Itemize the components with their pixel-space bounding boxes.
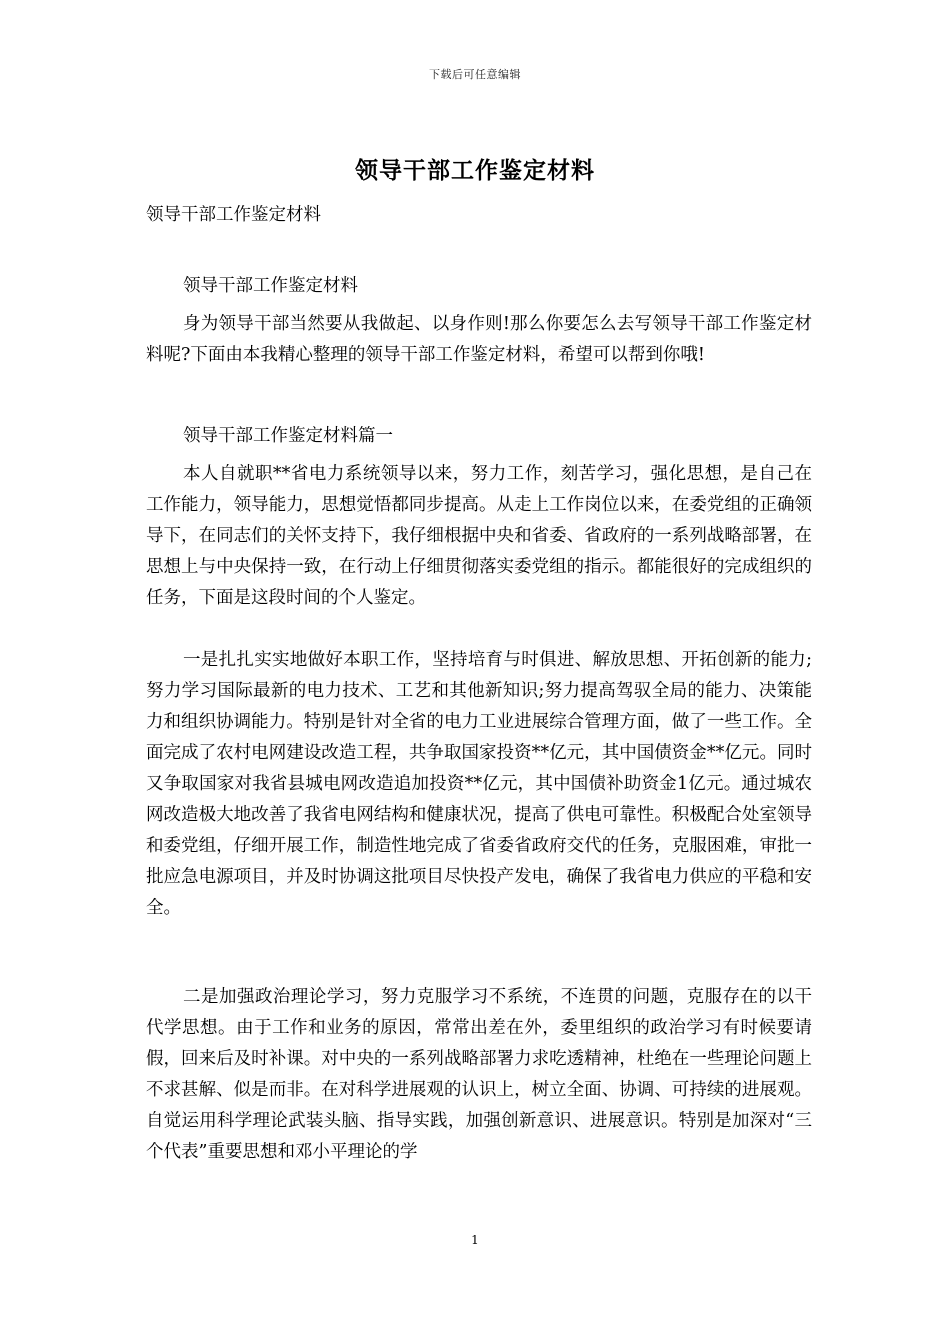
paragraph-2: 一是扎扎实实地做好本职工作，坚持培育与时俱进、解放思想、开拓创新的能力;努力学习国际最新的电力技术、工艺和其他新知识;努力提高驾驭全局的能力、决策能力和组织协调能力。特别是针对全省的电力工业进展综合管理方面，做了一些工作。全面完成了农村电网建设改造工程，共争取国家投资**亿元，其中国债资金**亿元。同时又争取国家对我省县城电网改造追加投资**亿元，其中国债补助资金1亿元。通过城农网改造极大地改善了我省电网结构和健康状况，提高了供电可靠性。积极配合处室领导和委党组，仔细开展工作，制造性地完成了省委省政府交代的任务，克服困难，审批一批应急电源项目，并及时协调这批项目尽快投产发电，确保了我省电力供应的平稳和安全。: [146, 650, 812, 918]
document-subtitle: 领导干部工作鉴定材料: [146, 205, 321, 225]
intro-paragraph: 身为领导干部当然要从我做起、以身作则!那么你要怎么去写领导干部工作鉴定材料呢?下面由本我精心整理的领导干部工作鉴定材料，希望可以帮到你哦!: [146, 314, 812, 365]
paragraph-3: 二是加强政治理论学习，努力克服学习不系统，不连贯的问题，克服存在的以干代学思想。由于工作和业务的原因，常常出差在外，委里组织的政治学习有时候要请假，回来后及时补课。对中央的一系列战略部署力求吃透精神，杜绝在一些理论问题上不求甚解、似是而非。在对科学进展观的认识上，树立全面、协调、可持续的进展观。自觉运用科学理论武装头脑、指导实践，加强创新意识、进展意识。特别是加深对“三个代表”重要思想和邓小平理论的学: [146, 987, 812, 1162]
paragraph-1: 本人自就职**省电力系统领导以来，努力工作，刻苦学习，强化思想，是自己在工作能力，领导能力，思想觉悟都同步提高。从走上工作岗位以来，在委党组的正确领导下，在同志们的关怀支持下，我仔细根据中央和省委、省政府的一系列战略部署，在思想上与中央保持一致，在行动上仔细贯彻落实委党组的指示。都能很好的完成组织的任务，下面是这段时间的个人鉴定。: [146, 464, 812, 608]
section-heading: 领导干部工作鉴定材料篇一: [183, 426, 393, 446]
header-note: 下载后可任意编辑: [429, 68, 521, 81]
page-number: 1: [471, 1233, 479, 1247]
document-title: 领导干部工作鉴定材料: [355, 157, 595, 184]
intro-heading: 领导干部工作鉴定材料: [183, 276, 358, 296]
